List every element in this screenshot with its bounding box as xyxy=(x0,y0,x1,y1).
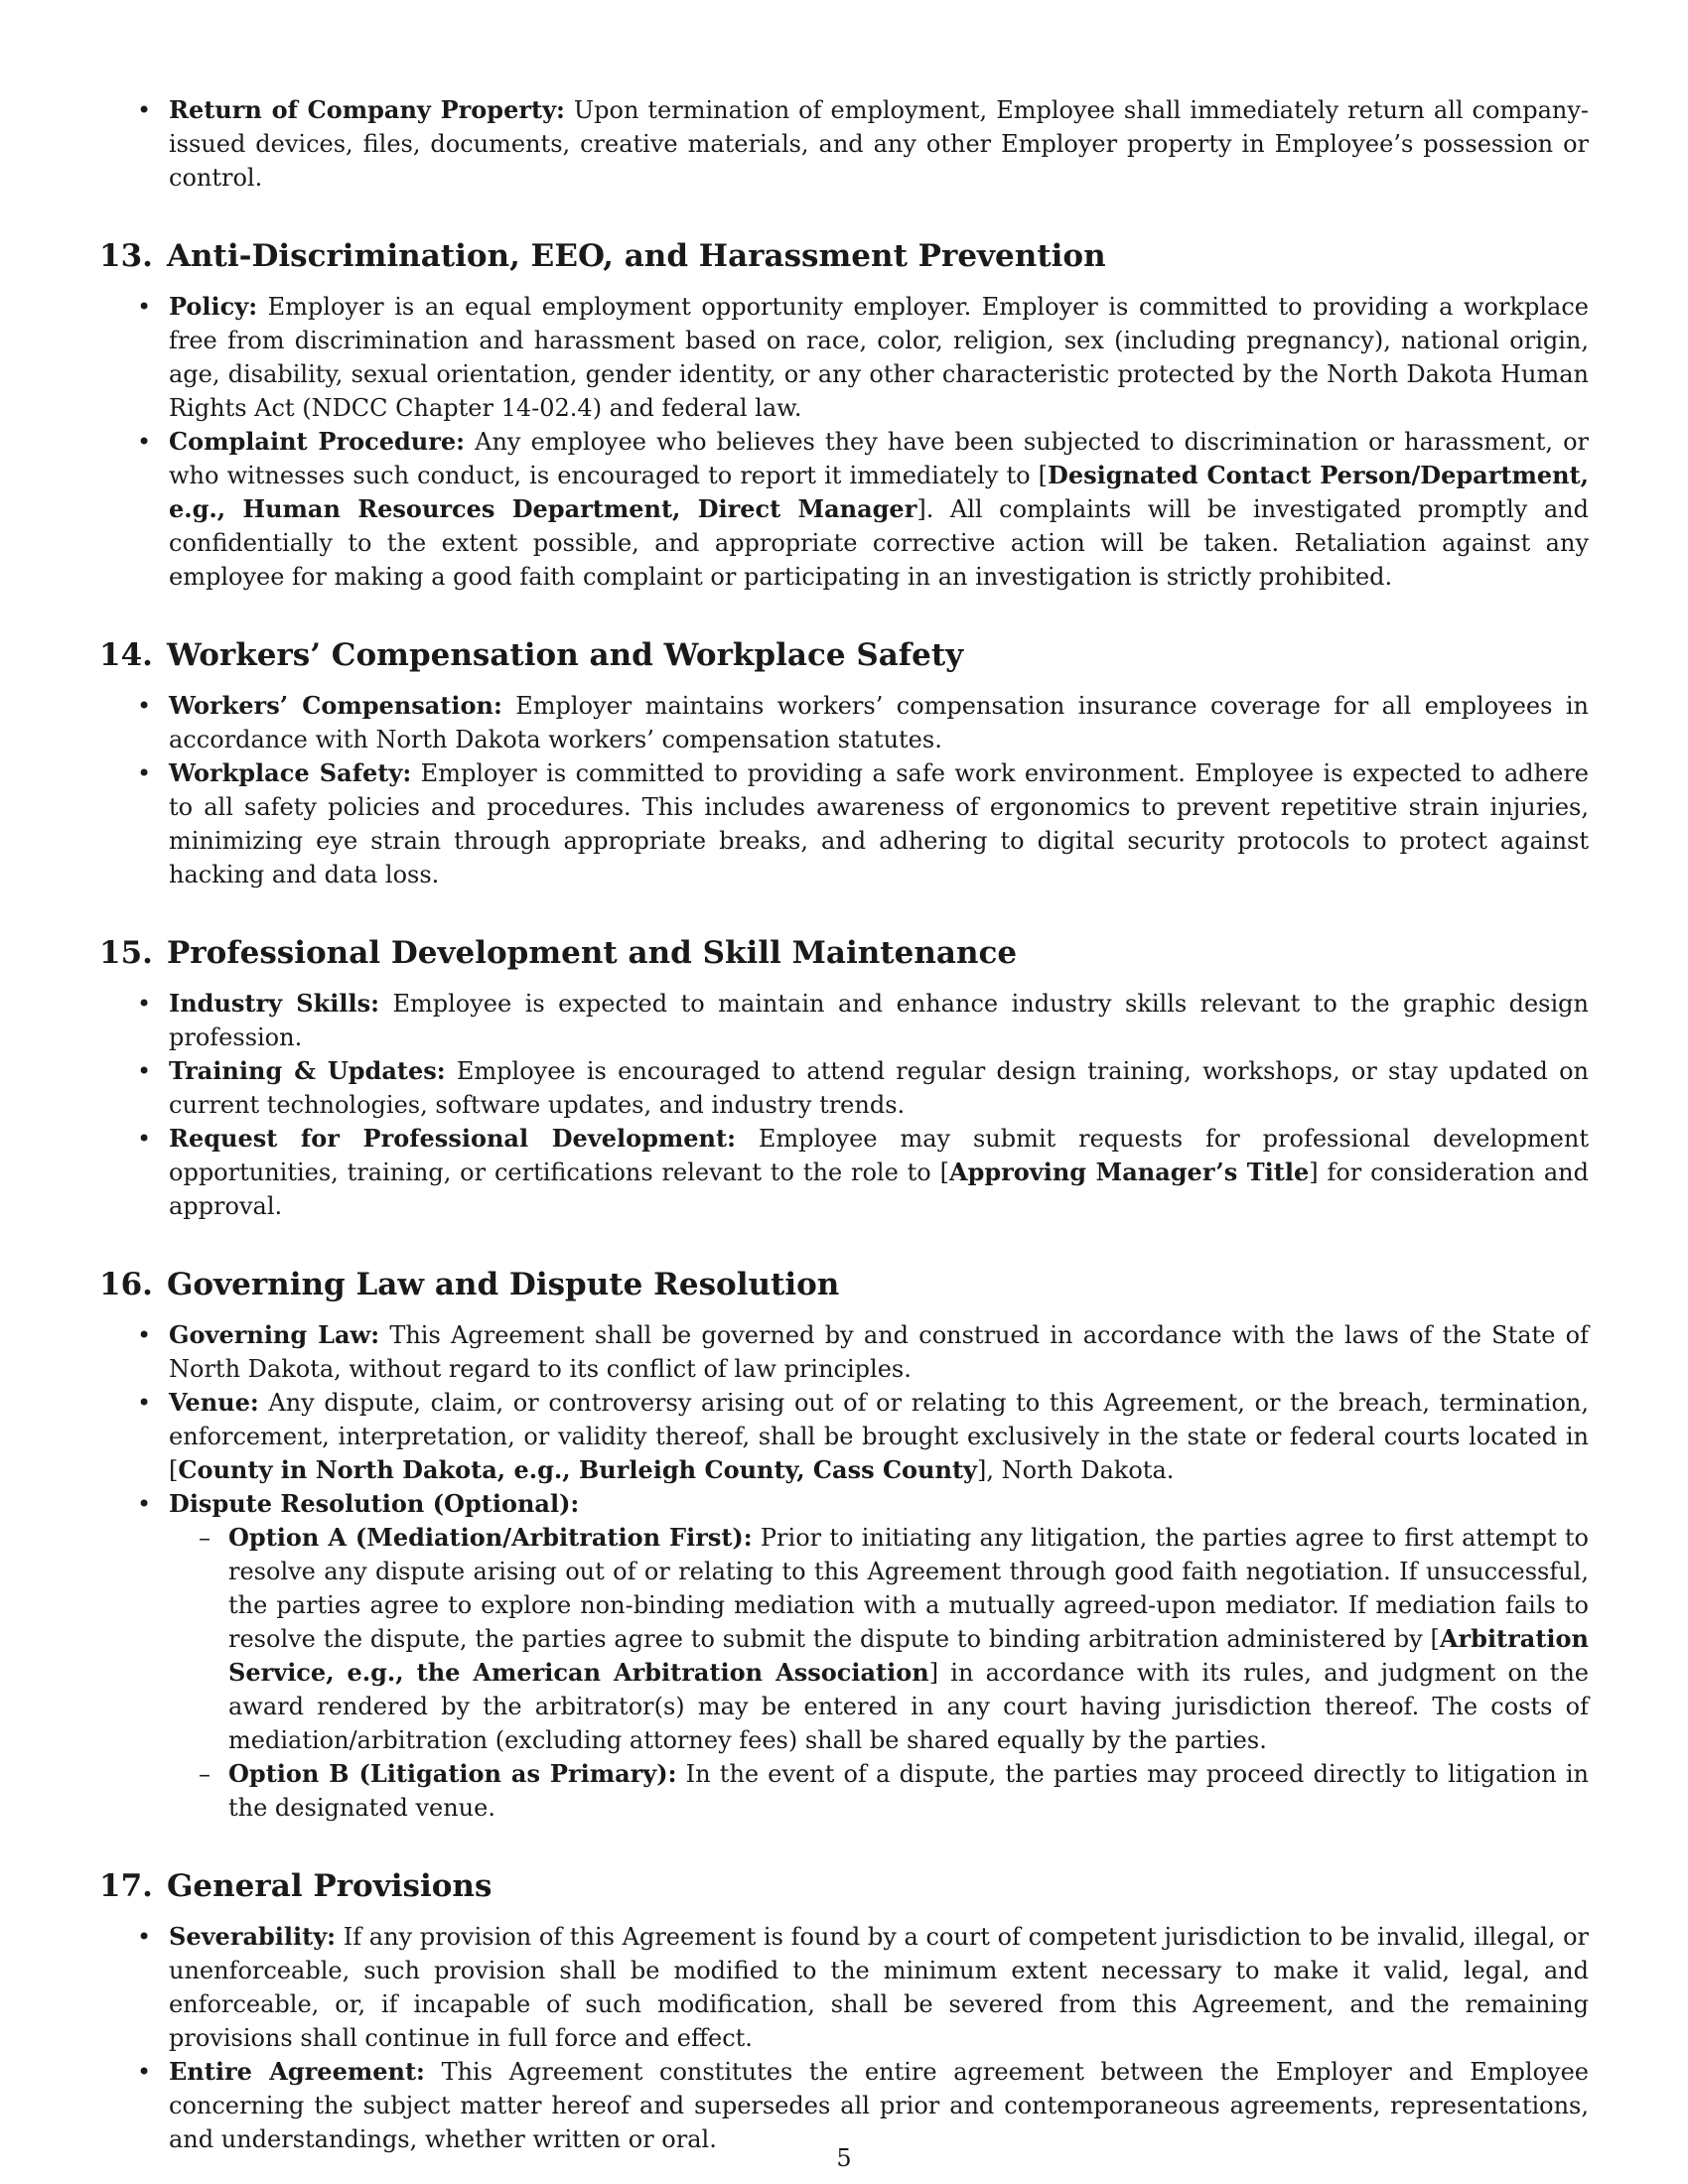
item-label: Governing Law: xyxy=(169,1320,380,1349)
section-title: Governing Law and Dispute Resolution xyxy=(166,1267,840,1302)
section-14-heading xyxy=(99,635,1589,675)
item-text: In the event of a dispute, the parties may proceed directly to litigation in the designated venue. xyxy=(228,1760,1589,1822)
section-17-list xyxy=(99,1920,1589,2156)
item-text: Employee is encouraged to attend regular design training, workshops, or stay updated on current technologies, software updates, and industry trends. xyxy=(169,1057,1589,1119)
item-text: Employee may submit requests for professional development opportunities, training, or certifications relevant to the role to [ xyxy=(169,1125,1589,1186)
item-text: ] for consideration and approval. xyxy=(169,1159,1590,1220)
item-label: Option B (Litigation as Primary): xyxy=(228,1759,677,1788)
placeholder-text: Designated Contact Person/Department, e.g., Human Resources Department, Direct Manager xyxy=(169,461,1590,523)
item-label: Industry Skills: xyxy=(169,989,379,1018)
list-item xyxy=(99,756,1589,891)
item-text: If any provision of this Agreement is found by a court of competent jurisdiction to be invalid, illegal, or unenforceable, such provision shall be modified to the minimum extent necessary to make it valid, legal, and enforceable, or, if incapable of such modification, shall be severed from this Agreement, and the remaining provisions shall continue in full force and effect. xyxy=(169,1923,1590,2052)
section-15-heading xyxy=(99,933,1589,973)
item-text: This Agreement constitutes the entire agreement between the Employer and Employee concerning the subject matter hereof and supersedes all prior and contemporaneous agreements, representations, and understandings, whether written or oral. xyxy=(169,2058,1589,2153)
list-item xyxy=(99,1920,1589,2055)
item-text: Employee is expected to maintain and enhance industry skills relevant to the graphic design profession. xyxy=(169,990,1589,1051)
list-item xyxy=(99,290,1589,425)
item-label: Return of Company Property: xyxy=(169,95,565,124)
item-text: ], North Dakota. xyxy=(976,1456,1175,1484)
section-title: Anti-Discrimination, EEO, and Harassment Prevention xyxy=(166,238,1106,274)
section-15-list xyxy=(99,987,1589,1223)
item-label: Training & Updates: xyxy=(169,1056,446,1085)
item-label: Severability: xyxy=(169,1922,337,1951)
document-page xyxy=(99,93,1589,2156)
section-17-heading xyxy=(99,1866,1589,1906)
section-number: 17. xyxy=(99,1868,153,1904)
page-number: 5 xyxy=(836,2144,852,2172)
section-number: 16. xyxy=(99,1267,153,1302)
sub-list-item xyxy=(169,1521,1589,1757)
item-text: Employer is an equal employment opportunity employer. Employer is committed to providing a workplace free from discrimination and harassment based on race, color, religion, sex (including pregnancy), national origin, age, disability, sexual orientation, gender identity, or any other characteristic protected by the North Dakota Human Rights Act (NDCC Chapter 14-02.4) and federal law. xyxy=(169,293,1589,422)
item-text: This Agreement shall be governed by and construed in accordance with the laws of the State of North Dakota, without regard to its conflict of law principles. xyxy=(169,1321,1589,1383)
item-text: ]. All complaints will be investigated promptly and confidentially to the extent possible, and appropriate corrective action will be taken. Retaliation against any employee for making a good faith complaint or participating in an investigation is strictly prohibited. xyxy=(169,495,1589,591)
sub-list-item xyxy=(169,1757,1589,1825)
section-16-heading xyxy=(99,1265,1589,1304)
section-14-list xyxy=(99,689,1589,891)
list-item xyxy=(99,1318,1589,1386)
placeholder-text: County in North Dakota, e.g., Burleigh County, Cass County xyxy=(178,1455,977,1484)
item-label: Venue: xyxy=(169,1388,259,1417)
list-item xyxy=(99,1122,1589,1223)
item-text: Employer is committed to providing a safe work environment. Employee is expected to adhere to all safety policies and procedures. This includes awareness of ergonomics to prevent repetitive strain injuries, minimizing eye strain through appropriate breaks, and adhering to digital security protocols to protect against hacking and data loss. xyxy=(169,759,1589,888)
list-item xyxy=(99,2055,1589,2156)
item-text: Any dispute, claim, or controversy arising out of or relating to this Agreement, or the breach, termination, enforcement, interpretation, or validity thereof, shall be brought exclusively in the state or federal courts located in [ xyxy=(169,1389,1589,1484)
item-label: Dispute Resolution (Optional): xyxy=(169,1489,580,1518)
list-item xyxy=(99,1487,1589,1825)
placeholder-text: Approving Manager’s Title xyxy=(948,1158,1310,1186)
item-label: Policy: xyxy=(169,292,258,321)
item-label: Request for Professional Development: xyxy=(169,1124,736,1153)
section-13-heading xyxy=(99,236,1589,276)
section-title: General Provisions xyxy=(166,1868,492,1904)
item-label: Complaint Procedure: xyxy=(169,427,466,456)
item-text: Any employee who believes they have been subjected to discrimination or harassment, or who witnesses such conduct, is encouraged to report it immediately to [ xyxy=(169,428,1590,489)
section-13-list xyxy=(99,290,1589,594)
intro-list xyxy=(99,93,1589,195)
list-item xyxy=(99,1054,1589,1122)
dispute-options-list xyxy=(169,1521,1589,1825)
item-label: Workers’ Compensation: xyxy=(169,691,502,720)
section-number: 15. xyxy=(99,935,153,971)
list-item xyxy=(99,987,1589,1054)
item-text: ] in accordance with its rules, and judgment on the award rendered by the arbitrator(s) may be entered in any court having jurisdiction thereof. The costs of mediation/arbitration (excluding attorney fees) shall be shared equally by the parties. xyxy=(228,1659,1590,1754)
section-16-list xyxy=(99,1318,1589,1825)
list-item xyxy=(99,1386,1589,1487)
item-text: Employer maintains workers’ compensation insurance coverage for all employees in accordance with North Dakota workers’ compensation statutes. xyxy=(169,692,1590,753)
item-label: Entire Agreement: xyxy=(169,2057,425,2086)
item-text: Prior to initiating any litigation, the parties agree to first attempt to resolve any dispute arising out of or relating to this Agreement through good faith negotiation. If unsuccessful, the parties agree to explore non-binding mediation with a mutually agreed-upon mediator. If mediation fails to resolve the dispute, the parties agree to submit the dispute to binding arbitration administered by [ xyxy=(228,1524,1589,1653)
section-title: Workers’ Compensation and Workplace Safety xyxy=(166,637,964,673)
item-label: Workplace Safety: xyxy=(169,758,412,787)
item-label: Option A (Mediation/Arbitration First): xyxy=(228,1523,753,1552)
section-number: 14. xyxy=(99,637,153,673)
list-item xyxy=(99,689,1589,756)
section-title: Professional Development and Skill Maintenance xyxy=(166,935,1018,971)
section-number: 13. xyxy=(99,238,153,274)
list-item xyxy=(99,425,1589,594)
list-item xyxy=(99,93,1589,195)
placeholder-text: Arbitration Service, e.g., the American Arbitration Association xyxy=(228,1624,1589,1687)
item-text: Upon termination of employment, Employee shall immediately return all company-issued devices, files, documents, creative materials, and any other Employer property in Employee’s possession or control. xyxy=(169,96,1590,192)
